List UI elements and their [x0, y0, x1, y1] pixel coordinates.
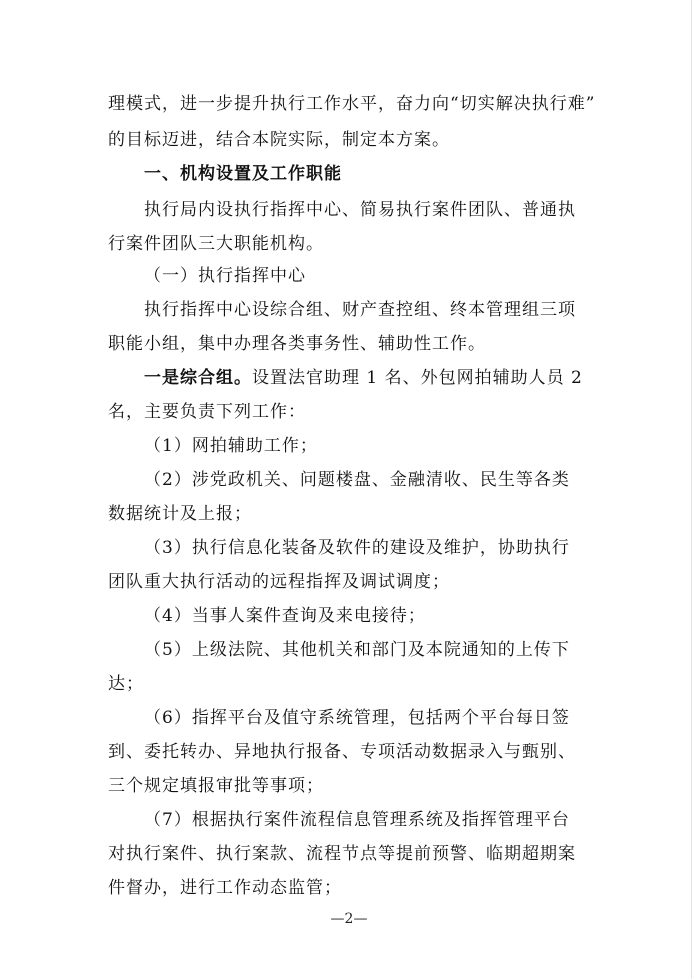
- item-5-line-1: （5）上级法院、其他机关和部门及本院通知的上传下: [144, 640, 570, 660]
- item-7-line-2: 对执行案件、执行案款、流程节点等提前预警、临期超期案: [108, 844, 576, 864]
- item-2-line-2: 数据统计及上报；: [108, 504, 252, 524]
- item-6-line-3: 三个规定填报审批等事项；: [108, 776, 324, 796]
- section-heading-1: 一、机构设置及工作职能: [144, 164, 342, 184]
- body-line-4: 行案件团队三大职能机构。: [108, 234, 324, 254]
- body-line-8: 名，主要负责下列工作：: [108, 402, 306, 422]
- body-line-7-rest: 设置法官助理 1 名、外包网拍辅助人员 2: [252, 368, 583, 388]
- item-6-line-1: （6）指挥平台及值守系统管理，包括两个平台每日签: [144, 708, 570, 728]
- body-line-7: [144, 368, 644, 388]
- body-line-5: 执行指挥中心设综合组、财产查控组、终本管理组三项: [144, 300, 576, 320]
- item-1: （1）网拍辅助工作；: [144, 436, 318, 456]
- item-5-line-2: 达；: [108, 674, 144, 694]
- page-number: —2—: [330, 911, 368, 927]
- lead-label-zonghezu: 一是综合组。: [144, 368, 252, 388]
- subsection-heading-1: （一）执行指挥中心: [144, 266, 306, 286]
- body-line-6: 职能小组，集中办理各类事务性、辅助性工作。: [108, 334, 486, 354]
- item-6-line-2: 到、委托转办、异地执行报备、专项活动数据录入与甄别、: [108, 742, 576, 762]
- item-2-line-1: （2）涉党政机关、问题楼盘、金融清收、民生等各类: [144, 470, 570, 490]
- body-line-1: 理模式，进一步提升执行工作水平，奋力向“切实解决执行难”: [108, 94, 596, 114]
- item-3-line-2: 团队重大执行活动的远程指挥及调试调度；: [108, 572, 450, 592]
- body-line-3: 执行局内设执行指挥中心、简易执行案件团队、普通执: [144, 200, 576, 220]
- item-7-line-3: 件督办，进行工作动态监管；: [108, 878, 342, 898]
- page-edge: [691, 0, 692, 979]
- item-4: （4）当事人案件查询及来电接待；: [144, 606, 426, 626]
- body-line-2: 的目标迈进，结合本院实际，制定本方案。: [108, 130, 450, 150]
- item-7-line-1: （7）根据执行案件流程信息管理系统及指挥管理平台: [144, 810, 570, 830]
- item-3-line-1: （3）执行信息化装备及软件的建设及维护，协助执行: [144, 538, 570, 558]
